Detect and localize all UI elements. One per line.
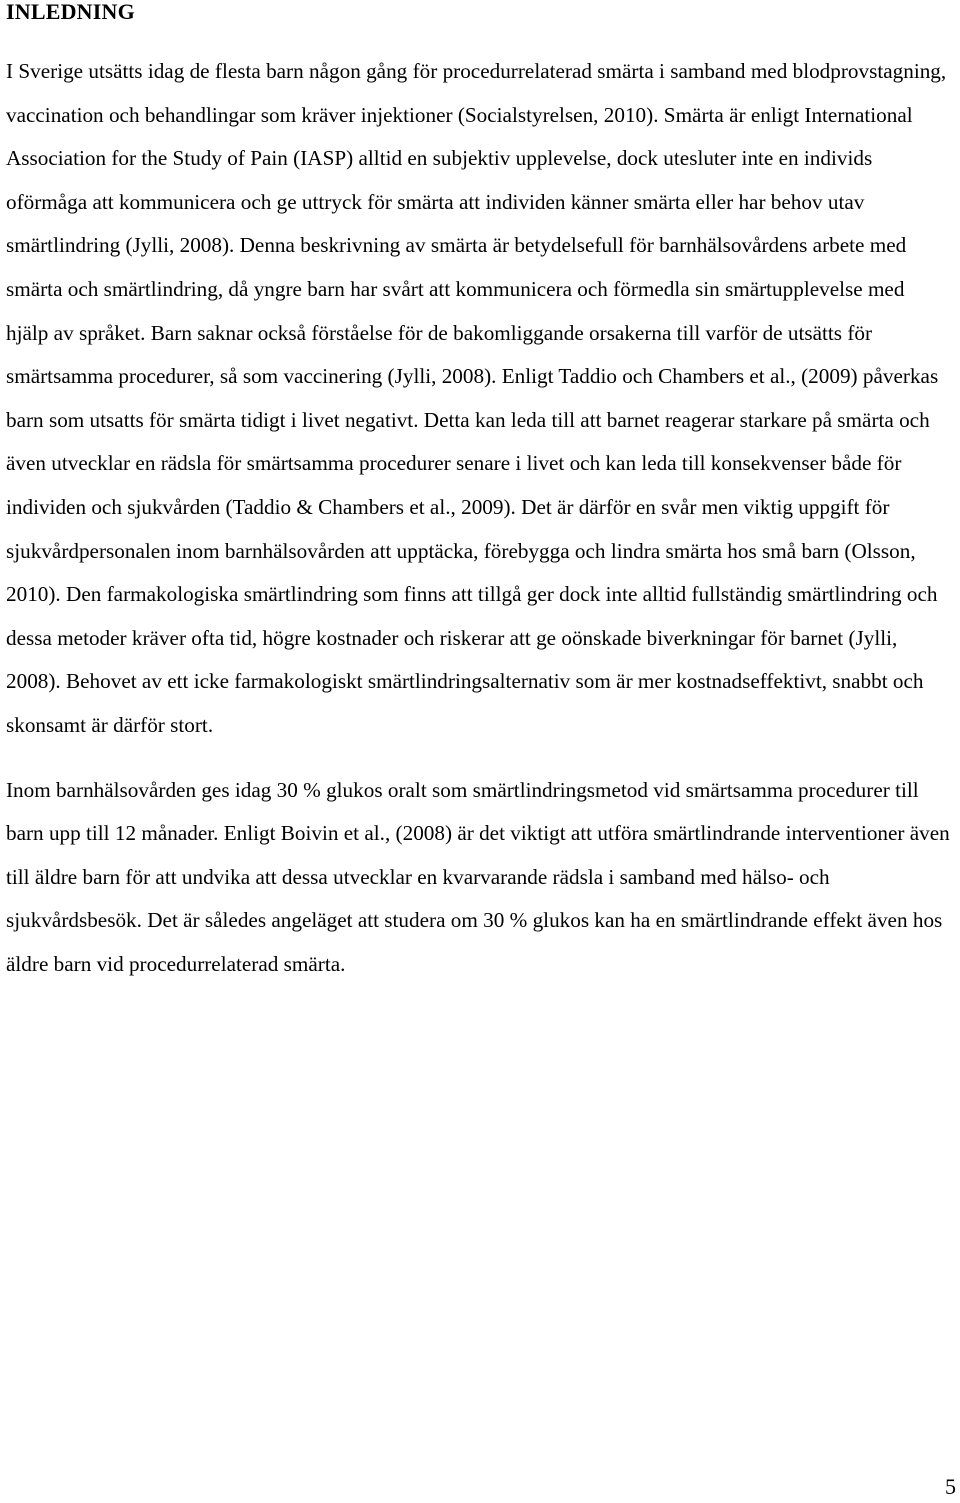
paragraph-intro: I Sverige utsätts idag de flesta barn någon gång för procedurrelaterad smärta i samband med blodprovstagning, vaccination och behandlingar som kräver injektioner (Socialstyrelsen, 2010). Smärta är enligt International Association for the Study of Pain (IASP) alltid en subjektiv upplevelse, dock utesluter inte en individs oförmåga att kommunicera och ge uttryck för smärta att individen känner smärta eller har behov utav smärtlindring (Jylli, 2008). Denna beskrivning av smärta är betydelsefull för barnhälsovårdens arbete med smärta och smärtlindring, då yngre barn har svårt att kommunicera och förmedla sin smärtupplevelse med hjälp av språket. Barn saknar också förståelse för de bakomliggande orsakerna till varför de utsätts för smärtsamma procedurer, så som vaccinering (Jylli, 2008). Enligt Taddio och Chambers et al., (2009) påverkas barn som utsatts för smärta tidigt i livet negativt. Detta kan leda till att barnet reagerar starkare på smärta och även utvecklar en rädsla för smärtsamma procedurer senare i livet och kan leda till konsekvenser både för individen och sjukvården (Taddio & Chambers et al., 2009). Det är därför en svår men viktig uppgift för sjukvårdpersonalen inom barnhälsovården att upptäcka, förebygga och lindra smärta hos små barn (Olsson, 2010). Den farmakologiska smärtlindring som finns att tillgå ger dock inte alltid fullständig smärtlindring och dessa metoder kräver ofta tid, högre kostnader och riskerar att ge oönskade biverkningar för barnet (Jylli, 2008). Behovet av ett icke farmakologiskt smärtlindringsalternativ som är mer kostnadseffektivt, snabbt och skonsamt är därför stort. xyxy=(6,59,947,737)
page-number: 5 xyxy=(945,1474,956,1499)
section-heading: INLEDNING xyxy=(6,0,135,24)
document-page xyxy=(6,0,950,986)
paragraph-glucose: Inom barnhälsovården ges idag 30 % glukos oralt som smärtlindringsmetod vid smärtsamma procedurer till barn upp till 12 månader. Enligt Boivin et al., (2008) är det viktigt att utföra smärtlindrande interventioner även till äldre barn för att undvika att dessa utvecklar en kvarvarande rädsla i samband med hälso- och sjukvårdsbesök. Det är således angeläget att studera om 30 % glukos kan ha en smärtlindrande effekt även hos äldre barn vid procedurrelaterad smärta. xyxy=(6,777,950,976)
